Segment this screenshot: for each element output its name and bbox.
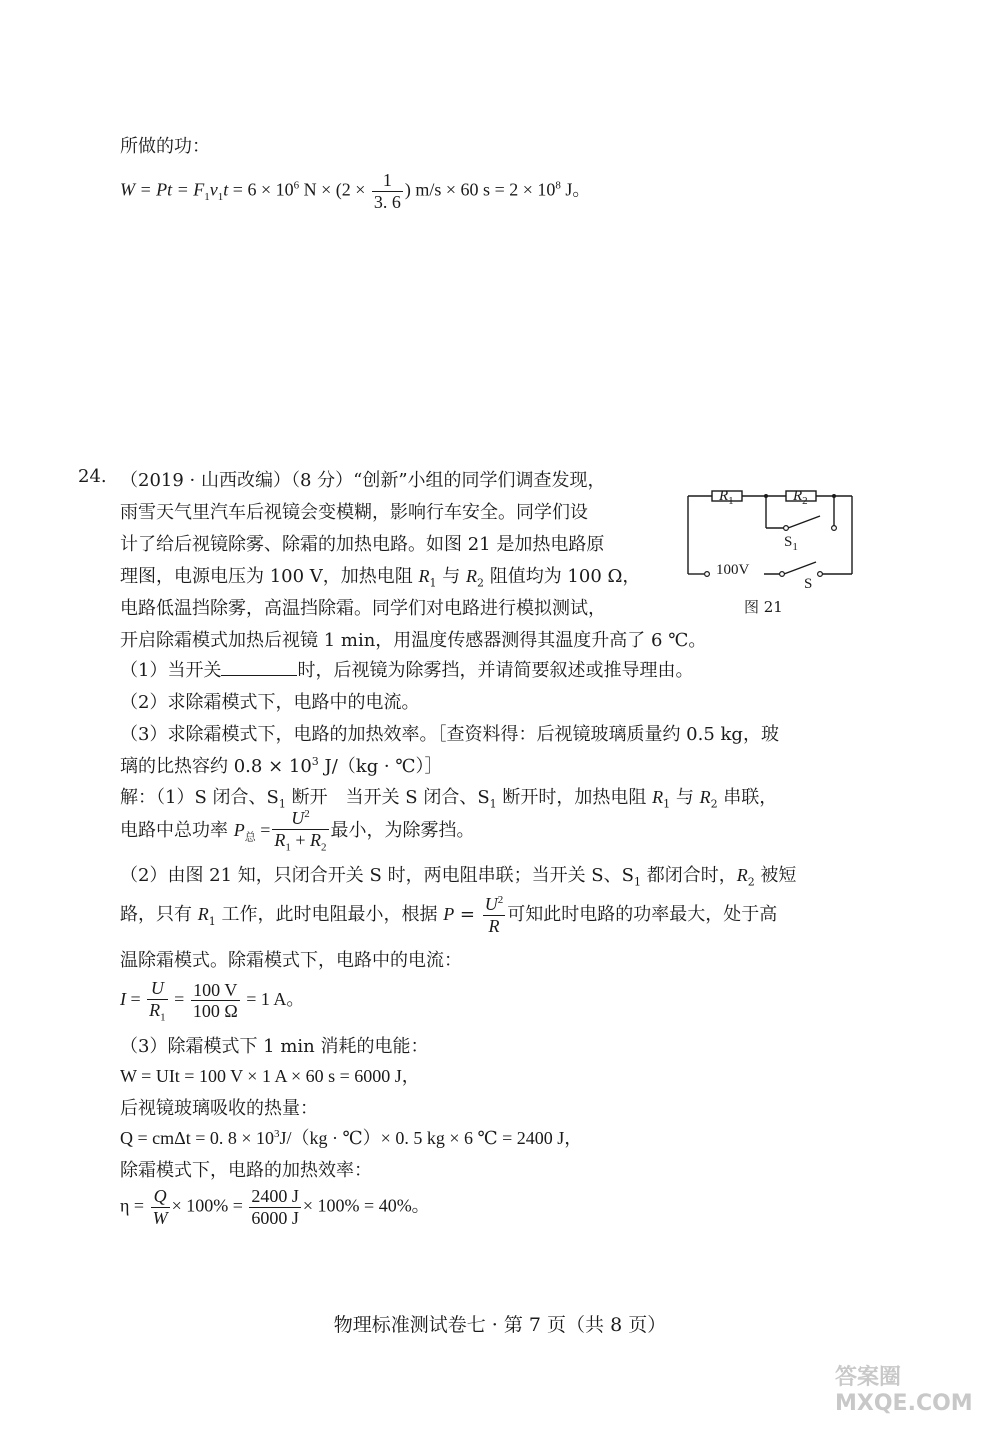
work-equation: $W = Pt = F_1v_1t = 6 \times 10^6$ N × (2 × $\frac{1}{3. 6}$ ) m/s × 60 $s = 2 \times 10^8$ J。 bbox=[120, 170, 591, 212]
energy-equation: W = UIt = 100 V × 1 A × 60 s = 6000 J， bbox=[120, 1066, 420, 1086]
subquestion-3: （3）求除霜模式下，电路的加热效率。［查资料得：后视镜玻璃质量约 0.5 kg，玻 bbox=[120, 724, 779, 745]
efficiency-equation: η = $\frac{Q}{W}$ × 100% = $\frac{2400 J}{6000 J}$ × 100% = 40%。 bbox=[120, 1186, 430, 1228]
question-line: 雨雪天气里汽车后视镜会变模糊，影响行车安全。同学们设 bbox=[120, 502, 588, 523]
page-footer: 物理标准测试卷七 · 第 7 页（共 8 页） bbox=[333, 1314, 667, 1336]
watermark-logo: 答案圈 MXQE.COM bbox=[835, 1365, 973, 1416]
r2-label: $R_2$ bbox=[793, 488, 808, 507]
solution-line: 解：（1）S 闭合、$S_1$ 断开 当开关 S 闭合、$S_1$ 断开时，加热电阻 $R_1$ 与 $R_2$ 串联， bbox=[120, 787, 778, 811]
subquestion-2: （2）求除霜模式下，电路中的电流。 bbox=[120, 692, 420, 713]
voltage-label: 100V bbox=[716, 562, 750, 578]
figure-caption: 图 21 bbox=[744, 598, 783, 616]
s1-label: $S_1$ bbox=[784, 534, 798, 553]
question-number: 24. bbox=[78, 466, 107, 487]
question-line: 计了给后视镜除雾、除霜的加热电路。如图 21 是加热电路原 bbox=[120, 534, 605, 555]
switch-s-blade bbox=[784, 562, 816, 574]
solution-line: （3）除霜模式下 1 min 消耗的电能： bbox=[120, 1036, 429, 1057]
heat-equation: Q = cmΔt = 0. $8 \times 10^3J/(kg$ · ℃）× 0. 5 kg × 6 ℃ = 2400 J， bbox=[120, 1128, 583, 1148]
solution-line: 除霜模式下，电路的加热效率： bbox=[120, 1160, 372, 1181]
question-line: 电路低温挡除雾，高温挡除霜。同学们对电路进行模拟测试， bbox=[120, 598, 606, 619]
solution-line: 温除霜模式。除霜模式下，电路中的电流： bbox=[120, 950, 462, 971]
question-line: 开启除霜模式加热后视镜 1 min，用温度传感器测得其温度升高了 6 ℃。 bbox=[120, 630, 707, 651]
r1-label: $R_1$ bbox=[719, 488, 734, 507]
question-line: （2019 · 山西改编）（8 分）“创新”小组的同学们调查发现， bbox=[120, 470, 606, 491]
subquestion-3-cont: 璃的比热容约 $0.8 \times 10^3$ J/（kg · ℃）］ bbox=[120, 755, 443, 777]
switch-s1-blade bbox=[788, 516, 820, 528]
current-equation: I = $\frac{U}{R_1}$ = $\frac{100 V}{100 \Omega}$ = 1 A。 bbox=[120, 978, 305, 1024]
answer-blank[interactable] bbox=[221, 659, 297, 676]
subquestion-1: （1）当开关 时，后视镜为除雾挡，并请简要叙述或推导理由。 bbox=[120, 660, 694, 681]
solution-line: 电路中总功率 $P_总$ = $\frac{U^2}{R_1 + R_2}$ 最小，为除雾挡。 bbox=[120, 808, 475, 854]
s-label: S bbox=[804, 576, 813, 592]
solution-line: （2）由图 21 知，只闭合开关 S 时，两电阻串联；当开关 S、$S_1$ 都闭合时，$R_2$ 被短 bbox=[120, 865, 797, 889]
question-line: 理图，电源电压为 100 V，加热电阻 $R_1$ 与 $R_2$ 阻值均为 100 Ω， bbox=[120, 566, 641, 590]
solution-line: 后视镜玻璃吸收的热量： bbox=[120, 1098, 318, 1119]
work-intro: 所做的功： bbox=[120, 136, 210, 157]
solution-line: 路，只有 $R_1$ 工作，此时电阻最小，根据 P = $\frac{U^2}{R}$ 可知此时电路的功率最大，处于高 bbox=[120, 894, 778, 936]
